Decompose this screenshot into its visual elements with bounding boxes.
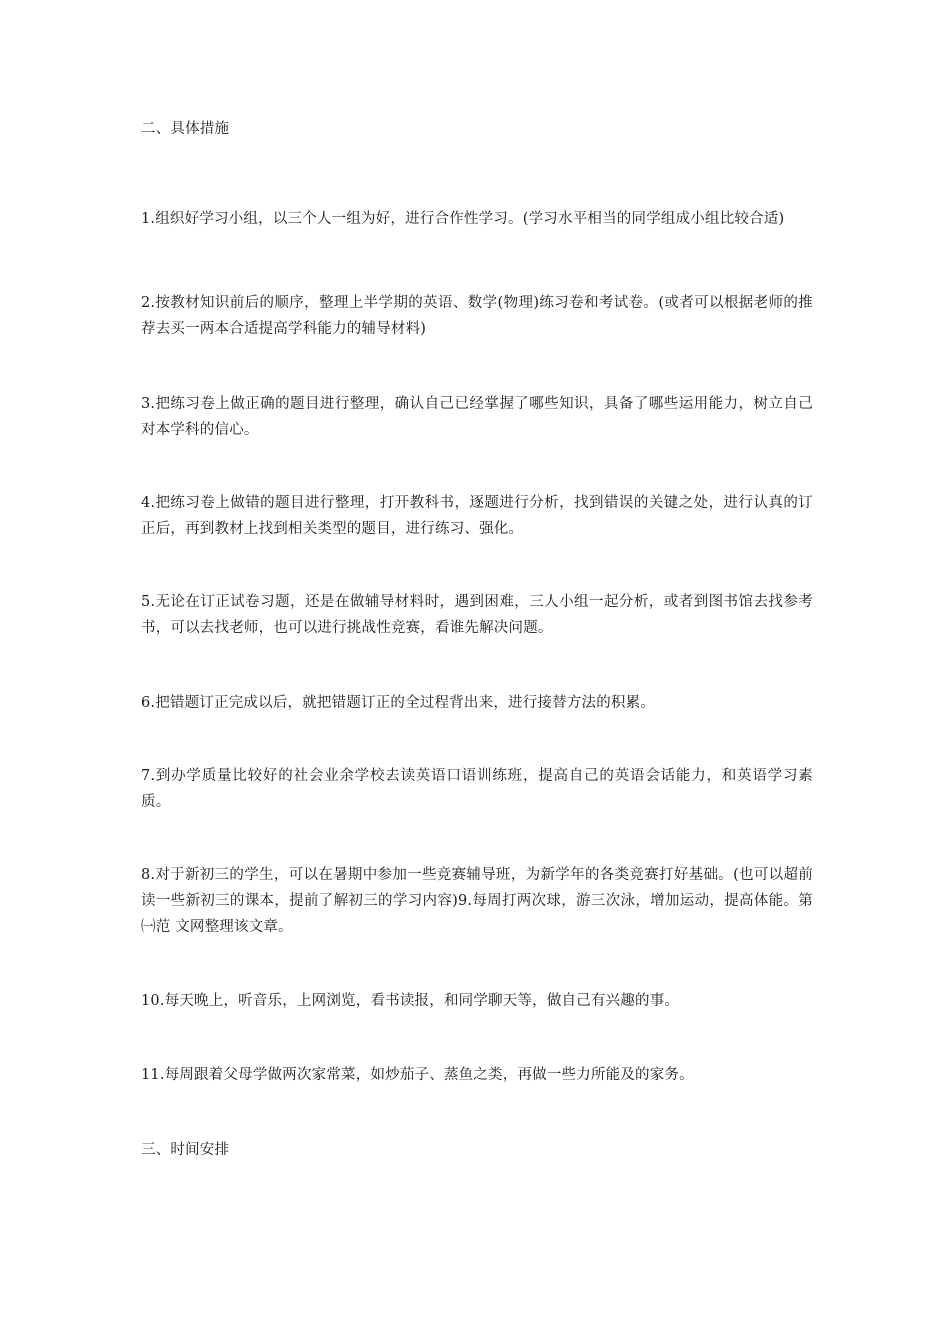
paragraph-item-2: 2.按教材知识前后的顺序，整理上半学期的英语、数学(物理)练习卷和考试卷。(或者可以根据老师的推荐去买一两本合适提高学科能力的辅导材料) — [141, 295, 813, 337]
paragraph-item-4: 4.把练习卷上做错的题目进行整理，打开教科书，逐题进行分析，找到错误的关键之处，进行认真的订正后，再到教材上找到相关类型的题目，进行练习、强化。 — [141, 495, 813, 537]
section-heading-measures: 二、具体措施 — [141, 121, 230, 137]
paragraph-item-6: 6.把错题订正完成以后，就把错题订正的全过程背出来，进行接替方法的积累。 — [141, 695, 656, 711]
paragraph-item-11: 11.每周跟着父母学做两次家常菜，如炒茄子、蒸鱼之类，再做一些力所能及的家务。 — [141, 1067, 694, 1083]
paragraph-item-8-9: 8.对于新初三的学生，可以在暑期中参加一些竞赛辅导班，为新学年的各类竞赛打好基础。(也可以超前读一些新初三的课本，提前了解初三的学习内容)9.每周打两次球，游三次泳，增加运动，提高体能。第㈠范 文网整理该文章。 — [141, 867, 813, 935]
paragraph-item-1: 1.组织好学习小组，以三个人一组为好，进行合作性学习。(学习水平相当的同学组成小组比较合适) — [141, 211, 785, 227]
paragraph-item-10: 10.每天晚上，听音乐，上网浏览，看书读报，和同学聊天等，做自己有兴趣的事。 — [141, 993, 680, 1009]
section-heading-schedule: 三、时间安排 — [141, 1142, 230, 1158]
paragraph-item-7: 7.到办学质量比较好的社会业余学校去读英语口语训练班，提高自己的英语会话能力，和英语学习素质。 — [141, 768, 813, 810]
paragraph-item-5: 5.无论在订正试卷习题，还是在做辅导材料时，遇到困难，三人小组一起分析，或者到图书馆去找参考书，可以去找老师，也可以进行挑战性竞赛，看谁先解决问题。 — [141, 594, 813, 636]
paragraph-item-3: 3.把练习卷上做正确的题目进行整理，确认自己已经掌握了哪些知识，具备了哪些运用能力，树立自己对本学科的信心。 — [141, 396, 813, 438]
